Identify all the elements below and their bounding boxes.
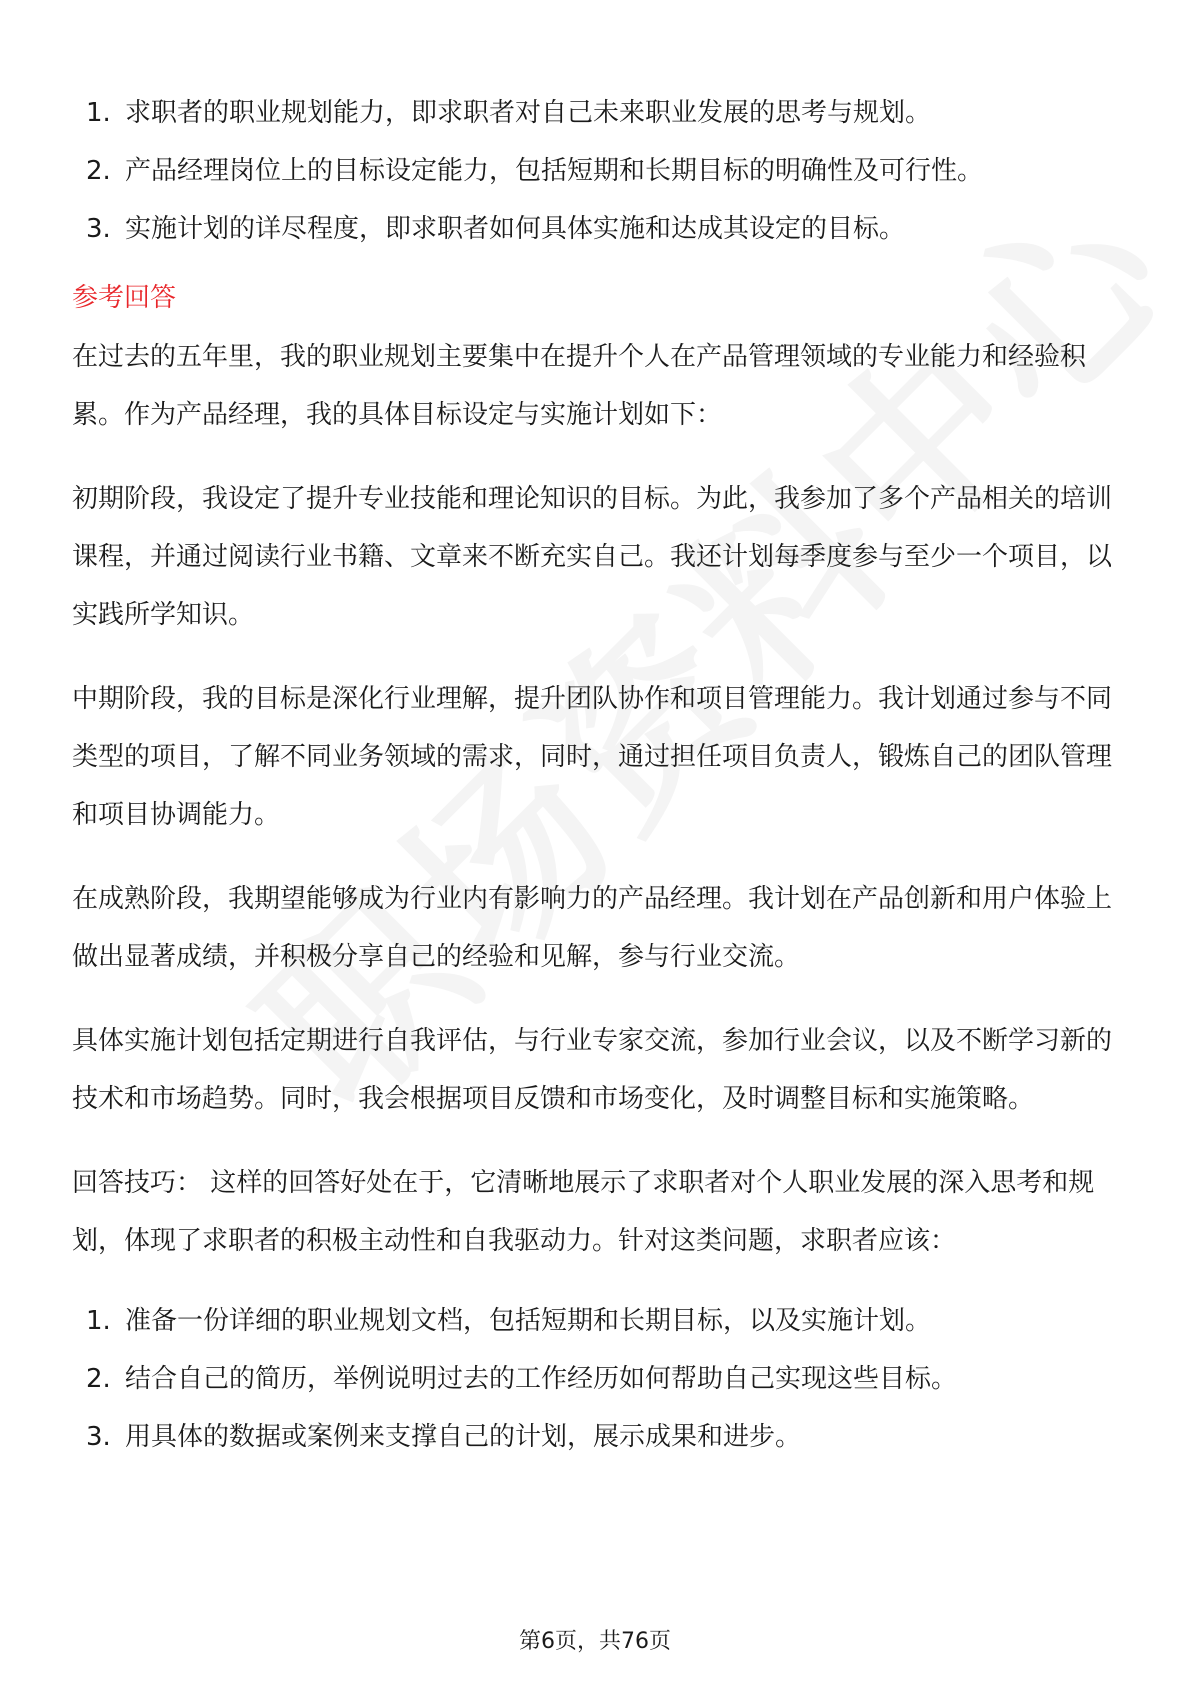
- list-item: [72, 200, 1122, 258]
- paragraph: 在成熟阶段，我期望能够成为行业内有影响力的产品经理。我计划在产品创新和用户体验上做出显著成绩，并积极分享自己的经验和见解，参与行业交流。: [72, 884, 1113, 972]
- list-text: 实施计划的详尽程度，即求职者如何具体实施和达成其设定的目标。: [125, 214, 906, 244]
- list-item: [72, 1408, 1122, 1466]
- list-text: 结合自己的简历，举例说明过去的工作经历如何帮助自己实现这些目标。: [125, 1364, 958, 1394]
- paragraph: 具体实施计划包括定期进行自我评估，与行业专家交流，参加行业会议，以及不断学习新的技术和市场趋势。同时，我会根据项目反馈和市场变化，及时调整目标和实施策略。: [72, 1026, 1113, 1114]
- paragraph: 中期阶段，我的目标是深化行业理解，提升团队协作和项目管理能力。我计划通过参与不同类型的项目，了解不同业务领域的需求，同时，通过担任项目负责人，锻炼自己的团队管理和项目协调能力。: [72, 684, 1113, 830]
- list-number: 3.: [86, 1422, 111, 1452]
- section-title: 参考回答: [72, 283, 177, 313]
- list-number: 1.: [86, 1306, 111, 1336]
- list-text: 求职者的职业规划能力，即求职者对自己未来职业发展的思考与规划。: [125, 98, 932, 128]
- list-number: 2.: [86, 1364, 111, 1394]
- list-number: 3.: [86, 214, 111, 244]
- list-text: 产品经理岗位上的目标设定能力，包括短期和长期目标的明确性及可行性。: [125, 156, 984, 186]
- list-text: 准备一份详细的职业规划文档，包括短期和长期目标，以及实施计划。: [125, 1306, 932, 1336]
- paragraph: 在过去的五年里，我的职业规划主要集中在提升个人在产品管理领域的专业能力和经验积累。作为产品经理，我的具体目标设定与实施计划如下：: [72, 342, 1087, 430]
- paragraph: 初期阶段，我设定了提升专业技能和理论知识的目标。为此，我参加了多个产品相关的培训课程，并通过阅读行业书籍、文章来不断充实自己。我还计划每季度参与至少一个项目，以实践所学知识。: [72, 484, 1113, 630]
- list-text: 用具体的数据或案例来支撑自己的计划，展示成果和进步。: [125, 1422, 802, 1452]
- page-footer: 第6页，共76页: [519, 1629, 671, 1654]
- list-item: [72, 1292, 1122, 1350]
- list-item: [72, 142, 1122, 200]
- page-content: [72, 84, 1122, 1466]
- criteria-list: [72, 84, 1122, 258]
- list-number: 1.: [86, 98, 111, 128]
- list-item: [72, 84, 1122, 142]
- answer-tips: 回答技巧： 这样的回答好处在于，它清晰地展示了求职者对个人职业发展的深入思考和规划，体现了求职者的积极主动性和自我驱动力。针对这类问题，求职者应该：: [72, 1168, 1095, 1256]
- list-item: [72, 1350, 1122, 1408]
- tips-list: [72, 1292, 1122, 1466]
- list-number: 2.: [86, 156, 111, 186]
